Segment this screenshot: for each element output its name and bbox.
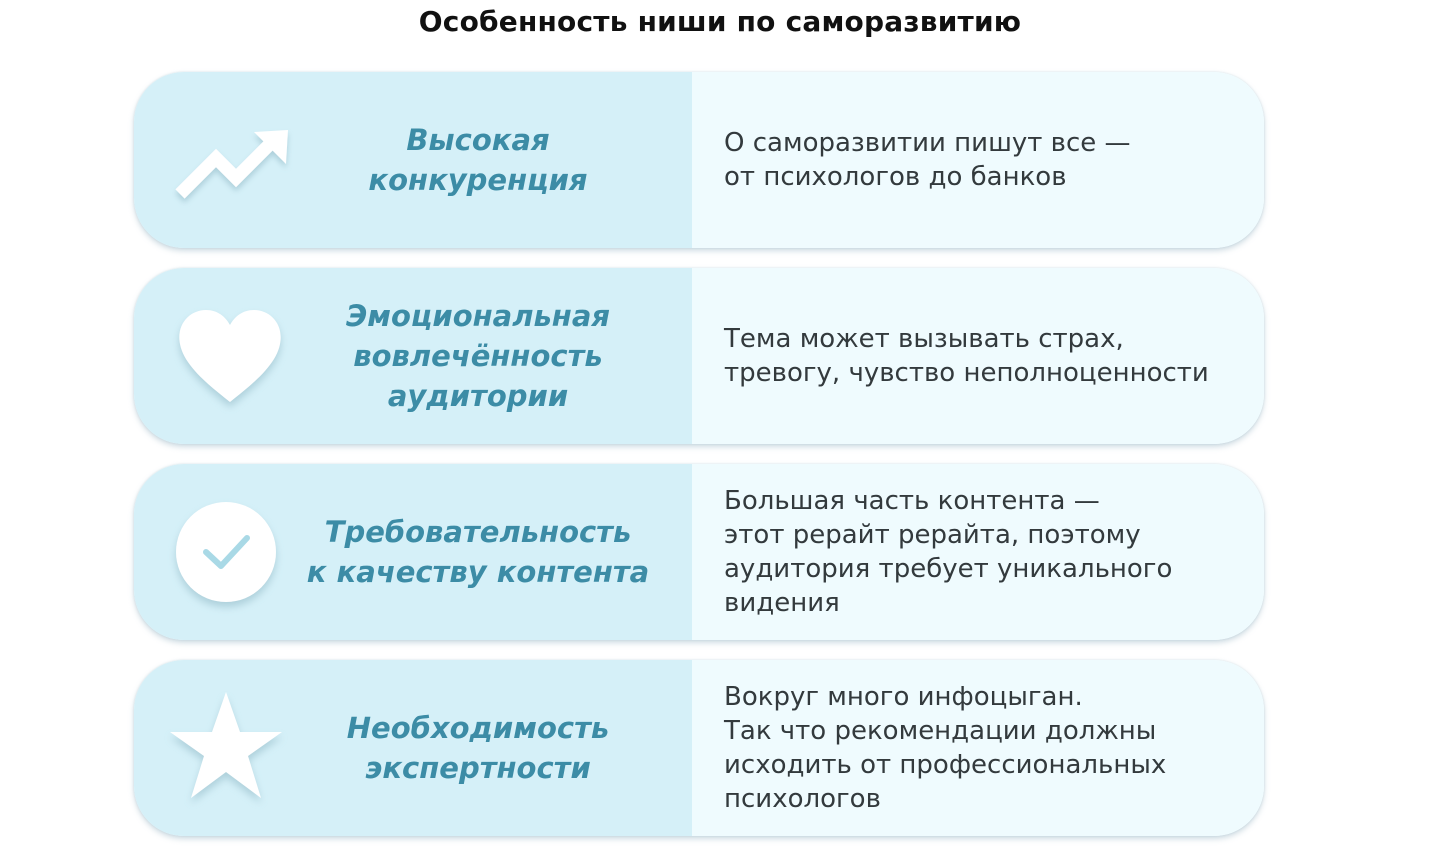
feature-card-left [134,660,692,836]
feature-card-left [134,464,692,640]
feature-description: Вокруг много инфоцыган. Так что рекомендации должны исходить от профессиональных психологов [724,682,1167,814]
feature-card-expertise [134,660,1264,836]
feature-card-emotional [134,268,1264,444]
feature-description: О саморазвитии пишут все — от психологов до банков [724,128,1131,192]
checkmark-circle-icon [170,492,290,612]
feature-heading [284,72,672,248]
feature-card-competition [134,72,1264,248]
feature-card-right [692,660,1264,836]
feature-card-quality [134,464,1264,640]
feature-heading-text: Высокая конкуренция [368,123,588,197]
feature-card-right [692,268,1264,444]
feature-heading-text: Необходимость экспертности [346,711,610,785]
feature-card-right [692,464,1264,640]
feature-description: Тема может вызывать страх, тревогу, чувство неполноценности [724,324,1209,388]
feature-description: Большая часть контента — этот рерайт рерайта, поэтому аудитория требует уникального видения [724,486,1173,618]
feature-heading [284,268,672,444]
feature-heading-text: Эмоциональная вовлечённость аудитории [345,299,611,413]
star-icon [170,688,290,808]
feature-card-right [692,72,1264,248]
trend-up-arrow-icon [170,100,290,220]
feature-list [134,72,1264,856]
heart-icon [170,296,290,416]
feature-heading-text: Требовательность к качеству контента [306,515,650,589]
page-title: Особенность ниши по саморазвитию [418,5,1022,38]
feature-card-left [134,72,692,248]
feature-card-left [134,268,692,444]
feature-heading [284,660,672,836]
feature-heading [284,464,672,640]
